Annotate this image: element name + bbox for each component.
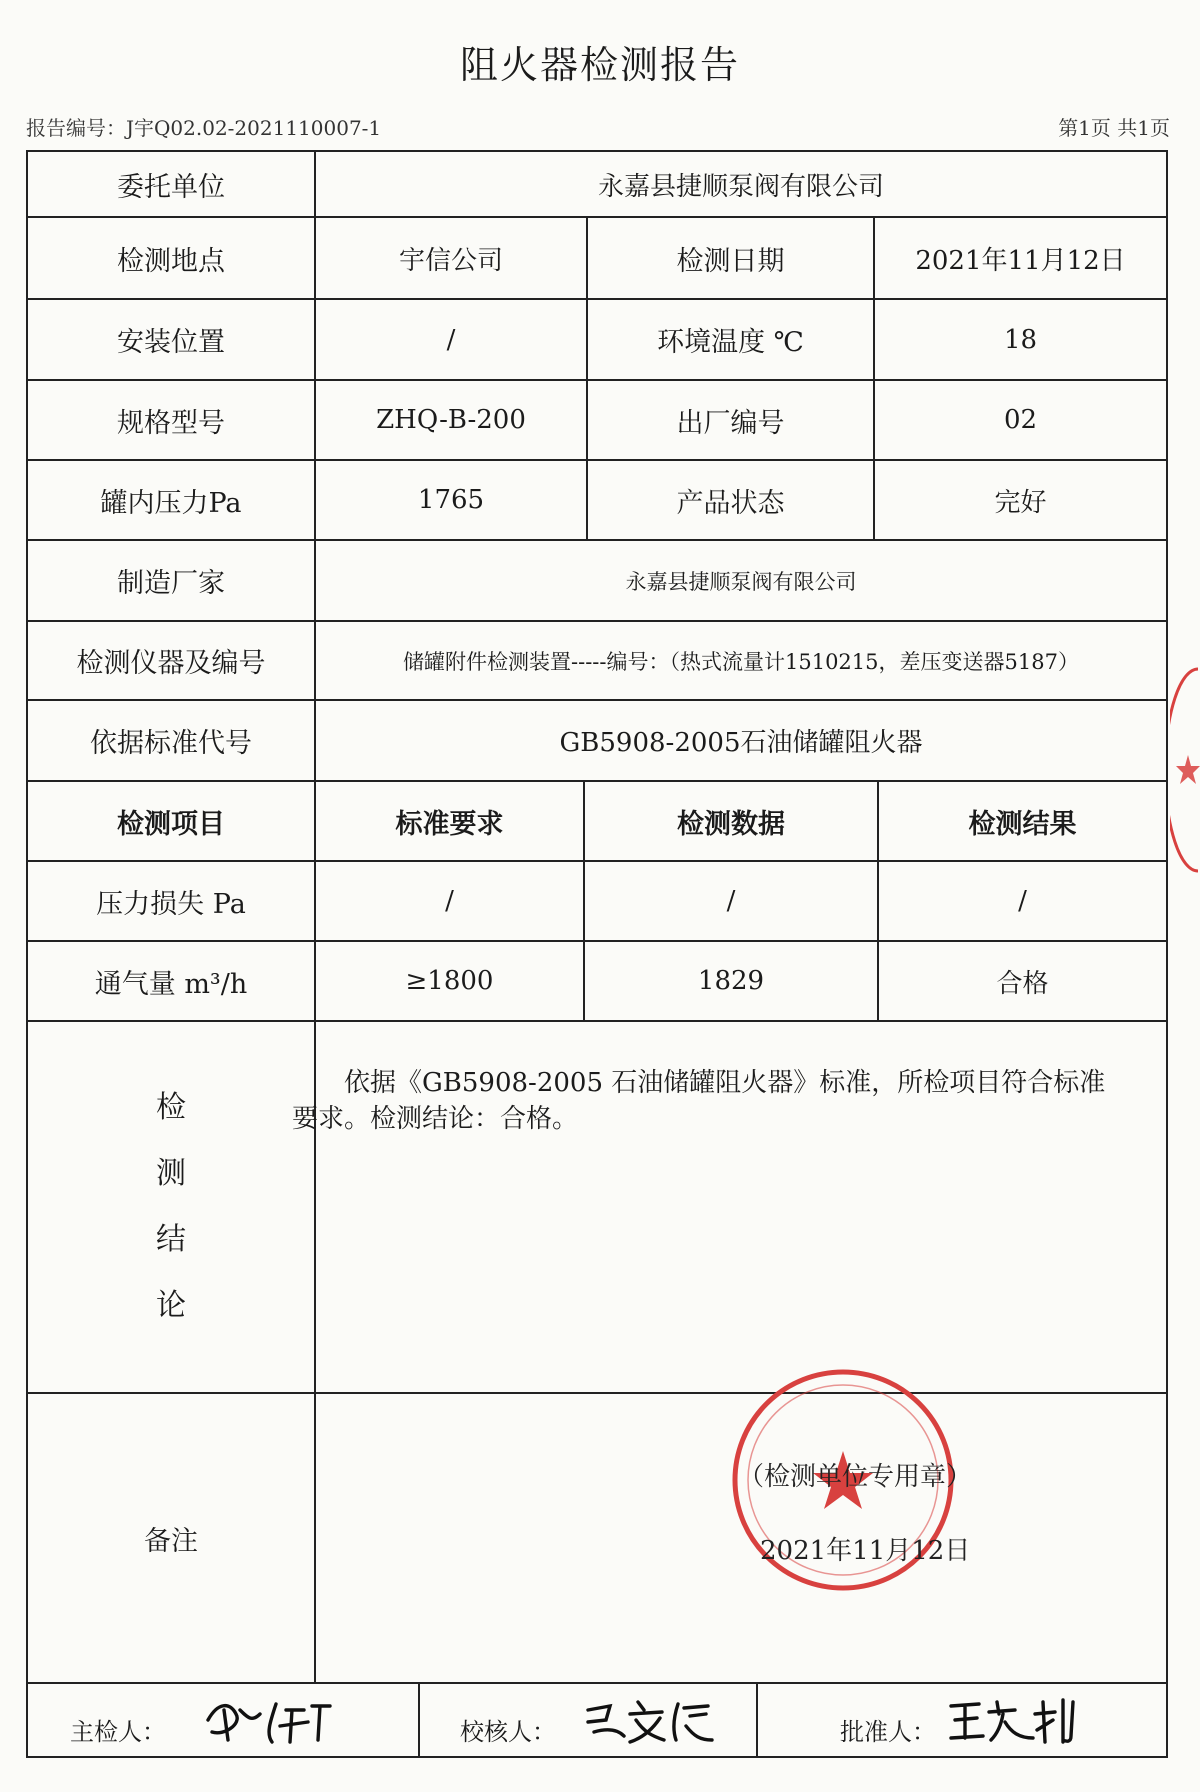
inspector-signature <box>200 1692 340 1748</box>
temperature-value: 18 <box>1003 324 1038 355</box>
approver-label: 批准人： <box>840 1718 936 1746</box>
instrument-value: 储罐附件检测装置-----编号：（热式流量计1510215，差压变送器5187） <box>403 649 1079 674</box>
results-row-requirement: / <box>445 886 454 916</box>
standard-label: 依据标准代号 <box>90 728 252 759</box>
site-value: 宇信公司 <box>398 245 503 276</box>
remarks-label: 备注 <box>144 1525 198 1557</box>
conclusion-text: 依据《GB5908-2005 石油储罐阻火器》标准，所检项目符合标准要求。检测结论：合格。 <box>292 1068 1106 1134</box>
status-value: 完好 <box>994 487 1047 518</box>
client-value: 永嘉县捷顺泵阀有限公司 <box>597 171 884 202</box>
report-table <box>26 150 1168 1758</box>
date-label: 检测日期 <box>676 245 785 277</box>
results-row-result: / <box>1018 886 1027 916</box>
pressure-value: 1765 <box>417 485 485 515</box>
inspector-label: 主检人： <box>70 1718 166 1746</box>
serial-value: 02 <box>1003 405 1038 435</box>
standard-value: GB5908-2005石油储罐阻火器 <box>559 728 923 758</box>
site-label: 检测地点 <box>117 245 225 277</box>
results-row-data: / <box>726 886 736 916</box>
reviewer-signature <box>580 1692 720 1748</box>
stamp-label: （检测单位专用章） <box>738 1462 973 1492</box>
reviewer-label: 校核人： <box>460 1718 556 1746</box>
model-value: ZHQ-B-200 <box>376 405 526 435</box>
conclusion-label-char: 测 <box>156 1156 186 1191</box>
date-value: 2021年11月12日 <box>915 245 1126 276</box>
install-value: / <box>446 324 456 355</box>
stamp-date: 2021年11月12日 <box>760 1536 971 1566</box>
page-info: 第1页 共1页 <box>1058 116 1170 140</box>
results-header-requirement: 标准要求 <box>395 808 504 840</box>
results-row-requirement: ≥1800 <box>405 966 494 996</box>
status-label: 产品状态 <box>676 487 785 519</box>
manufacturer-value: 永嘉县捷顺泵阀有限公司 <box>625 569 857 594</box>
results-row-data: 1829 <box>697 966 765 996</box>
conclusion-label-char: 结 <box>156 1222 186 1257</box>
edge-seal <box>1170 665 1200 875</box>
results-header-data: 检测数据 <box>677 808 785 840</box>
report-title: 阻火器检测报告 <box>459 43 740 87</box>
conclusion-label <box>28 1022 314 1392</box>
conclusion-label-char: 论 <box>156 1288 186 1323</box>
results-header-result: 检测结果 <box>968 808 1077 840</box>
client-label: 委托单位 <box>117 171 225 203</box>
instrument-label: 检测仪器及编号 <box>76 648 266 679</box>
model-label: 规格型号 <box>117 407 225 439</box>
install-label: 安装位置 <box>117 327 225 358</box>
temperature-label: 环境温度 ℃ <box>657 327 804 358</box>
results-row-item: 通气量 m³/h <box>94 968 248 1000</box>
manufacturer-label: 制造厂家 <box>117 568 225 599</box>
results-row-item: 压力损失 Pa <box>96 888 246 920</box>
serial-label: 出厂编号 <box>676 407 785 439</box>
report-number: 报告编号：J宇Q02.02-2021110007-1 <box>26 116 382 140</box>
results-row-result: 合格 <box>996 968 1049 999</box>
conclusion-label-char: 检 <box>156 1090 186 1125</box>
pressure-label: 罐内压力Pa <box>100 487 242 519</box>
results-header-item: 检测项目 <box>117 808 225 840</box>
approver-signature <box>945 1692 1085 1748</box>
